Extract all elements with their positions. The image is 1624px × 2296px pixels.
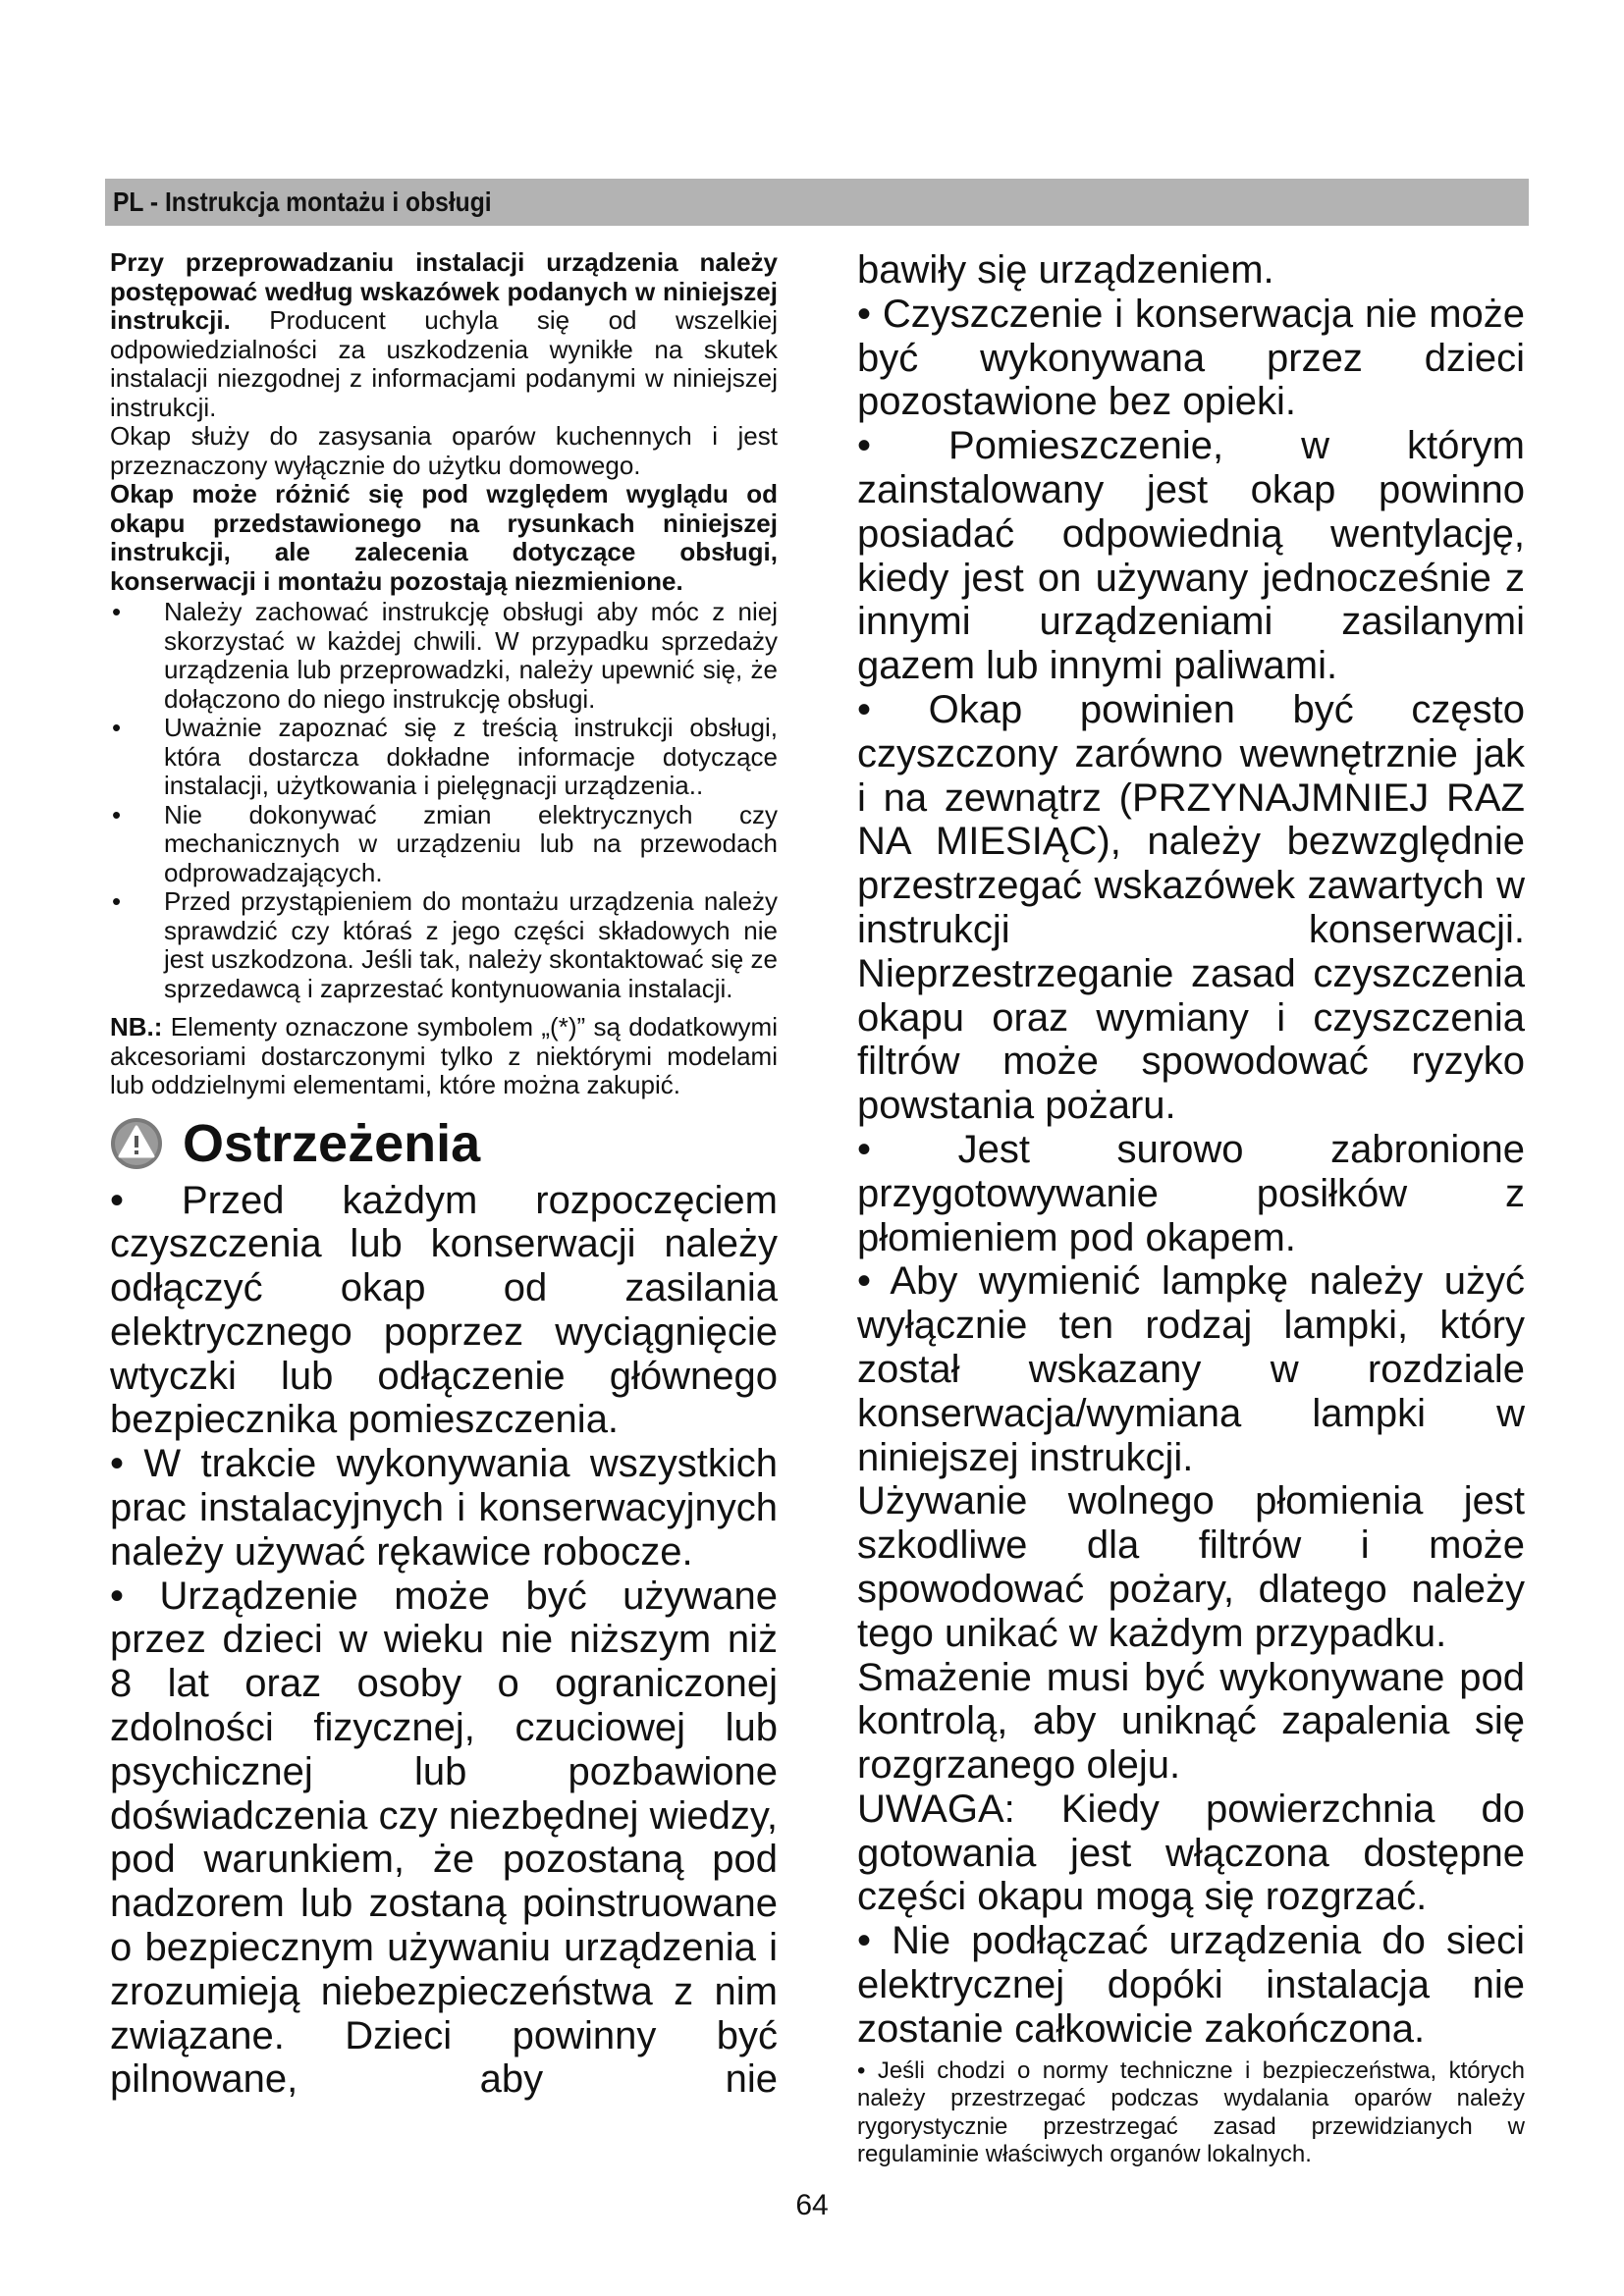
warning-paragraph: • Aby wymienić lampkę należy użyć wyłącznie ten rodzaj lampki, który został wskazany w rozdziale konserwacja/wymiana lampki w niniejszej instrukcji.: [857, 1259, 1525, 1479]
warning-triangle-icon: [110, 1117, 163, 1170]
warning-paragraph: • Okap powinien być często czyszczony zarówno wewnętrznie jak i na zewnątrz (PRZYNAJMNIEJ RAZ NA MIESIĄC), należy bezwzględnie przestrzegać wskazówek zawartych w instrukcji konserwacji. Nieprzestrzeganie zasad czyszczenia okapu oraz wymiany i czyszczenia filtrów może spowodować ryzyko powstania pożaru.: [857, 687, 1525, 1128]
nb-label: NB.:: [110, 1012, 163, 1041]
nb-text: Elementy oznaczone symbolem „(*)” są dodatkowymi akcesoriami dostarczonymi tylko z niektórymi modelami lub oddzielnymi elementami, które można zakupić.: [110, 1012, 778, 1099]
warning-paragraph: Smażenie musi być wykonywane pod kontrolą, aby uniknąć zapalenia się rozgrzanego oleju.: [857, 1655, 1525, 1788]
section-title: PL - Instrukcja montażu i obsługi: [113, 187, 492, 217]
intro-paragraph-2: Okap służy do zasysania oparów kuchennych i jest przeznaczony wyłącznie do użytku domowego.: [110, 421, 778, 480]
warning-paragraph: UWAGA: Kiedy powierzchnia do gotowania jest włączona dostępne części okapu mogą się rozgrzać.: [857, 1787, 1525, 1919]
intro-bold-2: Okap może różnić się pod względem wyglądu od okapu przedstawionego na rysunkach niniejszej instrukcji, ale zalecenia dotyczące obsługi, konserwacji i montażu pozostają niezmienione.: [110, 479, 778, 596]
list-item: • Należy zachować instrukcję obsługi aby móc z niej skorzystać w każdej chwili. W przypadku sprzedaży urządzenia lub przeprowadzki, należy upewnić się, że dołączono do niego instrukcję obsługi.: [110, 598, 778, 714]
list-item: • Przed przystąpieniem do montażu urządzenia należy sprawdzić czy któraś z jego części składowych nie jest uszkodzona. Jeśli tak, należy skontaktować się ze sprzedawcą i zaprzestać kontynuowania instalacji.: [110, 887, 778, 1003]
warning-paragraph: • Nie podłączać urządzenia do sieci elektrycznej dopóki instalacja nie zostanie całkowicie zakończona.: [857, 1919, 1525, 2051]
warning-paragraph: • Urządzenie może być używane przez dzieci w wieku nie niższym niż 8 lat oraz osoby o ograniczonej zdolności fizycznej, czuciowej lub psychicznej lub pozbawione doświadczenia czy niezbędnej wiedzy, pod warunkiem, że pozostaną pod nadzorem lub zostaną poinstruowane o bezpiecznym używaniu urządzenia i zrozumieją niebezpieczeństwa z nim związane. Dzieci powinny być pilnowane, aby nie: [110, 1574, 778, 2102]
warning-paragraph: • W trakcie wykonywania wszystkich prac instalacyjnych i konserwacyjnych należy używać rękawice robocze.: [110, 1442, 778, 1574]
intro-text: [110, 248, 778, 1100]
left-column: [110, 248, 778, 2102]
warning-paragraph: bawiły się urządzeniem.: [857, 248, 1274, 292]
warning-paragraph: • Przed każdym rozpoczęciem czyszczenia lub konserwacji należy odłączyć okap od zasilania elektrycznego poprzez wyciągnięcie wtyczki lub odłączenie głównego bezpiecznika pomieszczenia.: [110, 1178, 778, 1442]
warnings-heading: [110, 1114, 778, 1173]
list-item: • Uważnie zapoznać się z treścią instrukcji obsługi, która dostarcza dokładne informacje dotyczące instalacji, użytkowania i pielęgnacji urządzenia..: [110, 714, 778, 801]
intro-bold-1: Przy przeprowadzaniu instalacji urządzenia należy postępować według wskazówek podanych w niniejszej instrukcji.: [110, 247, 778, 335]
warning-paragraph: • Pomieszczenie, w którym zainstalowany jest okap powinno posiadać odpowiednią wentylację, kiedy jest on używany jednocześnie z innymi urządzeniami zasilanymi gazem lub innymi paliwami.: [857, 424, 1525, 688]
warning-paragraph: • Jest surowo zabronione przygotowywanie posiłków z płomieniem pod okapem.: [857, 1127, 1525, 1259]
intro-normal-1: Producent uchyla się od wszelkiej odpowiedzialności za uszkodzenia wynikłe na skutek instalacji niezgodnej z informacjami podanymi w niniejszej instrukcji.: [110, 305, 778, 422]
warning-paragraph: • Czyszczenie i konserwacja nie może być wykonywana przez dzieci pozostawione bez opieki.: [857, 292, 1525, 424]
instruction-list: [110, 598, 778, 1003]
regulations-note: • Jeśli chodzi o normy techniczne i bezpieczeństwa, których należy przestrzegać podczas wydalania oparów należy rygorystycznie przestrzegać zasad przewidzianych w regulaminie właściwych organów lokalnych.: [857, 2056, 1525, 2168]
intro-paragraph-1: [110, 248, 778, 422]
warning-paragraph: Używanie wolnego płomienia jest szkodliwe dla filtrów i może spowodować pożary, dlatego należy tego unikać w każdym przypadku.: [857, 1479, 1525, 1655]
section-header-bar: [105, 179, 1529, 226]
page-number: 64: [795, 2189, 829, 2221]
list-item: • Nie dokonywać zmian elektrycznych czy mechanicznych w urządzeniu lub na przewodach odprowadzających.: [110, 801, 778, 888]
right-column: [857, 248, 1525, 2193]
warnings-title: Ostrzeżenia: [183, 1113, 481, 1173]
warnings-left-text: [110, 1179, 778, 2103]
nb-note: [110, 1013, 778, 1100]
warnings-right-text: [857, 248, 1525, 2052]
